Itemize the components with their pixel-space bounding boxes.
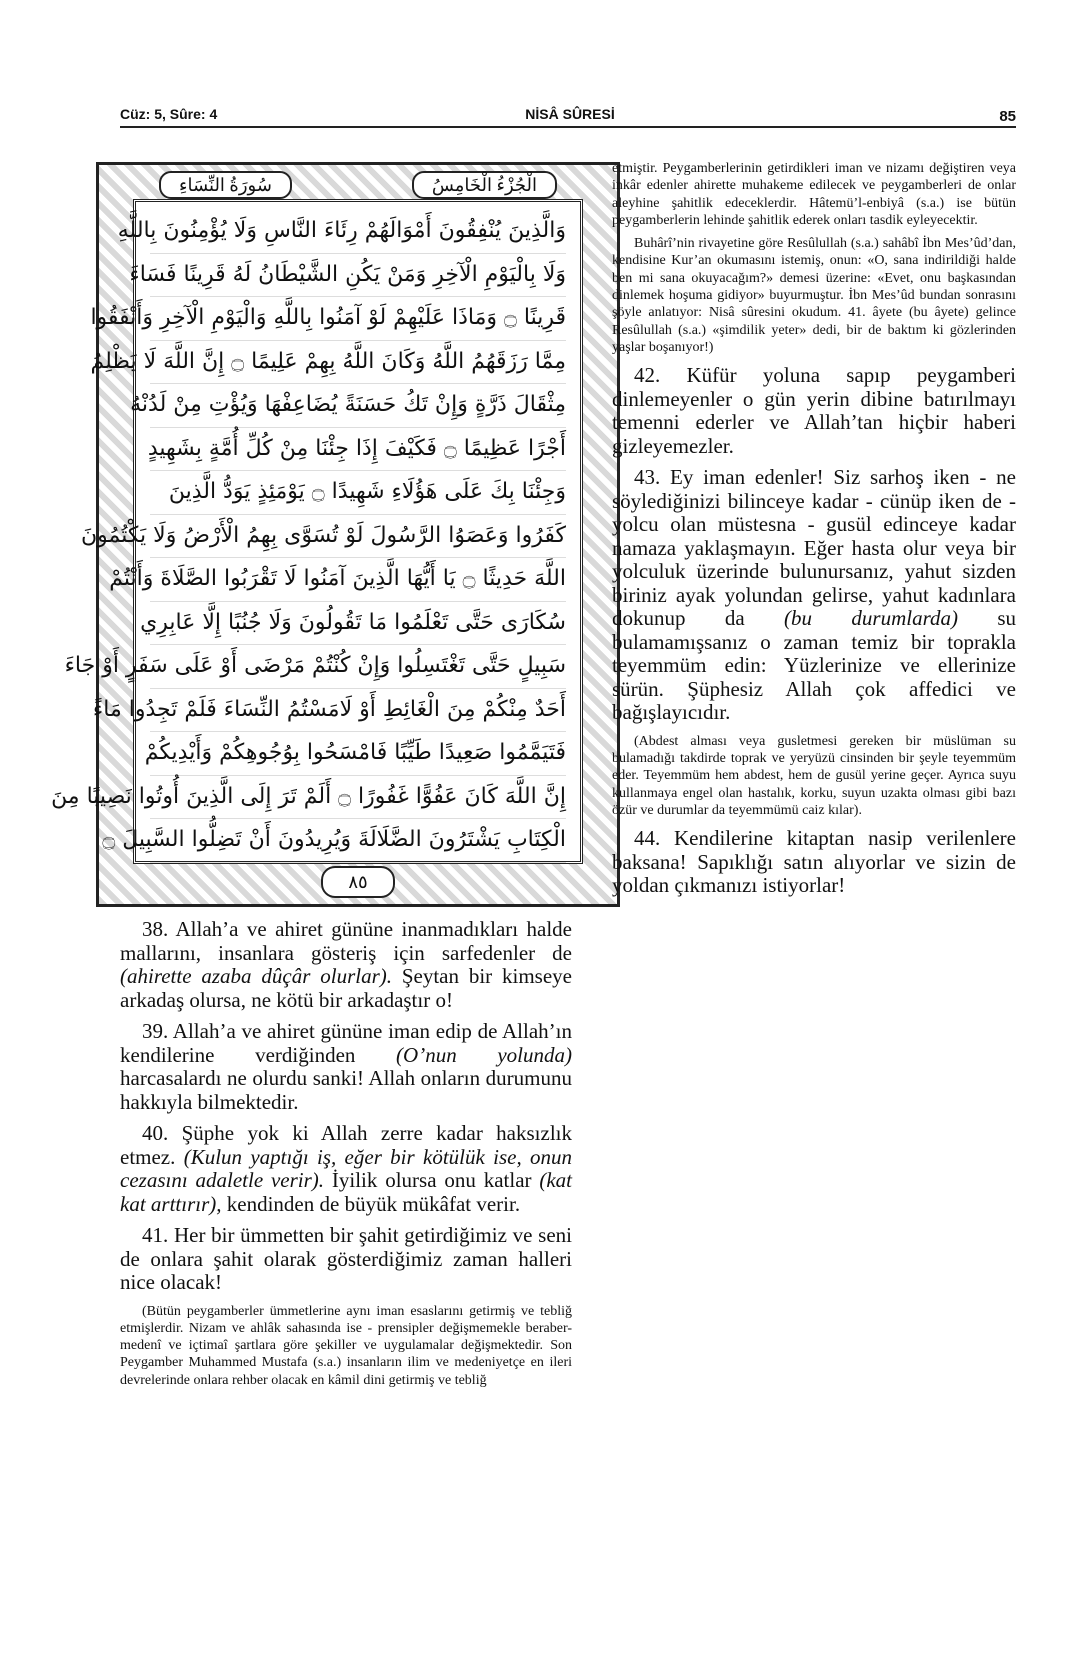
verse-40: 40. Şüphe yok ki Allah zerre kadar haksızlık etmez. (Kulun yaptığı iş, eğer bir kötülük ise, onun cezasını adaletle verir). İyilik olursa onu katlar (kat kat arttırır), kendinden de büyük mükâfat verir. (120, 1121, 573, 1216)
arabic-line: كَفَرُوا وَعَصَوُا الرَّسُولَ لَوْ تُسَوَّى بِهِمُ الْأَرْضُ وَلَا يَكْتُمُونَ (150, 515, 566, 559)
note-41: (Bütün peygamberler ümmetlerine aynı iman esaslarını getirmiş ve tebliğ etmişlerdir. Nizam ve ahlâk sahasında ise - prensipler değişmemekle beraber- medenî ve içtimaî şartlara göre şekiller ve uygulamalar değişmektedir. Son Peygamber Muhammed Mustafa (s.a.) insanların ilim ve medeniyetçe en ileri devrelerinde onlara rehber olacak en kâmil dini getirmiş ve tebliğ (120, 1303, 572, 1388)
arabic-line: أَجْرًا عَظِيمًا ۝ فَكَيْفَ إِذَا جِئْنَا مِنْ كُلِّ أُمَّةٍ بِشَهِيدٍ (150, 428, 566, 472)
juz-sura-label: Cüz: 5, Sûre: 4 (120, 106, 218, 122)
page-header (120, 104, 1016, 126)
arabic-line: فَتَيَمَّمُوا صَعِيدًا طَيِّبًا فَامْسَحُوا بِوُجُوهِكُمْ وَأَيْدِيكُمْ (150, 732, 566, 776)
left-column (120, 918, 572, 1389)
page-number: 85 (999, 108, 1016, 125)
mushaf-frame (51, 162, 620, 907)
arabic-line: سُكَارَى حَتَّى تَعْلَمُوا مَا تَقُولُونَ وَلَا جُنُبًا إِلَّا عَابِرِي (150, 602, 566, 646)
arabic-line: أَحَدٌ مِنْكُمْ مِنَ الْغَائِطِ أَوْ لَامَسْتُمُ النِّسَاءَ فَلَمْ تَجِدُوا مَاءً (150, 689, 566, 733)
arabic-line: مِثْقَالَ ذَرَّةٍ وَإِنْ تَكُ حَسَنَةً يُضَاعِفْهَا وَيُؤْتِ مِنْ لَدُنْهُ (150, 384, 566, 428)
verse-43: 43. Ey iman edenler! Siz sarhoş iken - ne söylediğinizi bilinceye kadar - cünüp iken de - yolcu olan müstesna - gusül edinceye kadar namaza yaklaşmayın. Eğer hasta olur veya bir yolculuk üzerinde bulunursanız, yahut sizden biriniz ayak yolundan gelirse, yahut kadınlara dokunup da (bu durumlarda) su bulamamışsanız o zaman temiz bir toprakla teyemmüm edin: Yüzlerinize ve ellerinize sürün. Şüphesiz Allah çok affedici ve bağışlayıcıdır. (612, 465, 1016, 725)
arabic-line: وَلَا بِالْيَوْمِ الْآخِرِ وَمَنْ يَكُنِ الشَّيْطَانُ لَهُ قَرِينًا فَسَاءَ (150, 254, 566, 298)
mushaf-page-number: ٨٥ (321, 866, 395, 898)
arabic-lines (51, 202, 580, 871)
arabic-line: وَالَّذِينَ يُنْفِقُونَ أَمْوَالَهُمْ رِئَاءَ النَّاسِ وَلَا يُؤْمِنُونَ بِاللَّهِ (150, 210, 566, 254)
right-column (612, 160, 1016, 906)
arabic-line: اللَّهَ حَدِيثًا ۝ يَا أَيُّهَا الَّذِينَ آمَنُوا لَا تَقْرَبُوا الصَّلَاةَ وَأَنْتُمْ (150, 558, 566, 602)
header-rule (120, 126, 1016, 128)
arabic-line: الْكِتَابِ يَشْتَرُونَ الضَّلَالَةَ وَيُرِيدُونَ أَنْ تَضِلُّوا السَّبِيلَ ۝ (150, 819, 566, 863)
arabic-line: إِنَّ اللَّهَ كَانَ عَفُوًّا غَفُورًا ۝ أَلَمْ تَرَ إِلَى الَّذِينَ أُوتُوا نَصِيبًا مِنَ (150, 776, 566, 820)
note-43: (Abdest alması veya gusletmesi gereken bir müslüman su bulamadığı takdirde toprak ve yeryüzü cinsinden bir şeyle teyemmüm eder. Teyemmüm hem abdest, hem de gusül yerine geçer. Ayrıca suyu kullanmaya engel olan hastalık, korku, suyun uzakta olması gibi bazı özür ve durumlar da teyemmümü caiz kılar). (612, 733, 1016, 818)
verse-41: 41. Her bir ümmetten bir şahit getirdiğimiz ve seni de onlara şahit olarak gösterdiğimiz zaman halleri nice olacak! (120, 1223, 572, 1294)
surah-name-tag: سُورَةُ النِّسَاءِ (159, 171, 292, 199)
verse-42: 42. Küfür yoluna sapıp peygamberi dinlemeyenler o gün yerin dibine batırılmayı temenni ederler ve Allah’tan hiçbir haberi gizleyemezler. (612, 363, 1016, 458)
verse-38: 38. Allah’a ve ahiret gününe inanmadıkları halde mallarını, insanlara gösteriş için sarfedenler de (ahirette azaba dûçâr olurlar). Şeytan bir kimseye arkadaş olursa, ne kötü bir arkadaştır o! (120, 917, 572, 1012)
note-41-continued: etmiştir. Peygamberlerinin getirdikleri iman ve nizamı değiştiren veya inkâr edenler ahirette muhakeme edilecek ve peygamberleri de onlar aleyhine şahitlik edeceklerdir. Hâtemü’l-enbiyâ (s.a.) ise bütün peygamberlerin lehinde şahitlik ederek onları tasdik eyleyecektir. (612, 161, 1016, 228)
note-41-bukhari: Buhârî’nin rivayetine göre Resûlullah (s.a.) sahâbî İbn Mes’ûd’dan, kendisine Kur’an okumasını istemiş, onun: «O, sana indirildiği halde ben mi sana okuyacağım?» demesi üzerine: «Evet, onu başkasından dinlemek hoşuma gidiyor» buyurmuştur. İbn Mes’ûd bundan sonrasını şöyle anlatıyor: Nisâ sûresini okudum. 41. âyete (bu âyete) gelince Resûlullah (s.a.) «şimdilik yeter» dedi, bir de baktım ki gözlerinden yaşlar boşanıyor!) (612, 236, 1016, 355)
arabic-line: سَبِيلٍ حَتَّى تَغْتَسِلُوا وَإِنْ كُنْتُمْ مَرْضَى أَوْ عَلَى سَفَرٍ أَوْ جَاءَ (150, 645, 566, 689)
verse-44: 44. Kendilerine kitaptan nasip verilenlere baksana! Sapıklığı satın alıyorlar ve sizin de yoldan çıkmanızı istiyorlar! (612, 826, 1016, 898)
mushaf-text-block (51, 199, 583, 864)
arabic-line: وَجِئْنَا بِكَ عَلَى هَؤُلَاءِ شَهِيدًا ۝ يَوْمَئِذٍ يَوَدُّ الَّذِينَ (150, 471, 566, 515)
arabic-line: قَرِينًا ۝ وَمَاذَا عَلَيْهِمْ لَوْ آمَنُوا بِاللَّهِ وَالْيَوْمِ الْآخِرِ وَأَنْفَقُوا (150, 297, 566, 341)
juz-tag: الْجُزْءُ الْخَامِسُ (412, 171, 557, 199)
arabic-line: مِمَّا رَزَقَهُمُ اللَّهُ وَكَانَ اللَّهُ بِهِمْ عَلِيمًا ۝ إِنَّ اللَّهَ لَا يَظْلِمُ (150, 341, 566, 385)
sura-title: NİSÂ SÛRESİ (525, 106, 615, 122)
verse-39: 39. Allah’a ve ahiret gününe iman edip de Allah’ın kendilerine verdiğinden (O’nun yolunda) harcasalardı ne olurdu sanki! Allah onların durumunu hakkıyla bilmektedir. (120, 1019, 572, 1114)
